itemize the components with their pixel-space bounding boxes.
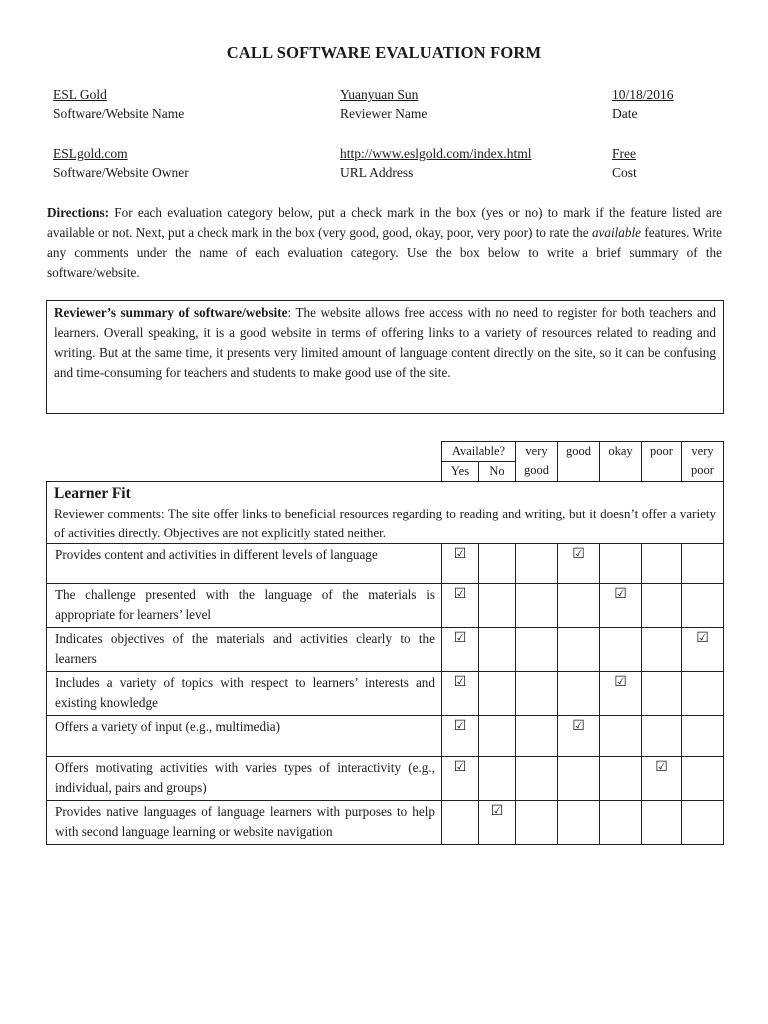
yes-header: Yes (442, 462, 479, 482)
very-poor-checkbox-cell[interactable] (682, 544, 724, 584)
check-mark-icon: ☑ (572, 546, 585, 562)
check-mark-icon: ☑ (696, 630, 709, 646)
check-mark-icon: ☑ (453, 759, 467, 775)
poor-header: poor (642, 442, 682, 482)
poor-checkbox-cell[interactable] (642, 801, 682, 845)
summary-text: : The website allows free access with no need to register for both teachers and learners. Overall speaking, it is a good website in terms of offering links to a variety of resources related to reading and writing. But at the same time, it presents very limited amount of language content directly on the site, so it can be confusing and time-consuming for teachers and students to make good use of the site. (54, 305, 716, 380)
directions-text-1: For each evaluation category below, put a check mark in the box (yes or no) to mark if the feature listed are available or not. Next, put a check mark in the box (very good, good, okay, poor, very poor) to rate the (47, 205, 722, 240)
poor-checkbox-cell[interactable] (642, 757, 682, 801)
poor-checkbox-cell[interactable] (642, 628, 682, 672)
okay-checkbox-cell[interactable] (600, 544, 642, 584)
url-label: URL Address (340, 165, 414, 180)
very-poor-checkbox-cell[interactable] (682, 801, 724, 845)
okay-checkbox-cell[interactable] (600, 672, 642, 716)
check-mark-icon: ☑ (453, 718, 467, 734)
okay-checkbox-cell[interactable] (600, 757, 642, 801)
directions-paragraph (47, 203, 722, 283)
good-checkbox-cell[interactable] (558, 672, 600, 716)
good-checkbox-cell[interactable] (558, 757, 600, 801)
table-row (47, 757, 724, 801)
section-title: Learner Fit (54, 485, 131, 502)
reviewer-name-block (340, 85, 427, 123)
check-mark-icon: ☑ (490, 803, 504, 819)
section-row-learner-fit (47, 482, 724, 544)
very-good-checkbox-cell[interactable] (516, 757, 558, 801)
poor-checkbox-cell[interactable] (642, 672, 682, 716)
check-mark-icon: ☑ (614, 674, 627, 690)
yes-checkbox-cell[interactable] (442, 628, 479, 672)
criterion-text: Provides native languages of language learners with purposes to help with second language learning or website navigation (47, 801, 442, 845)
okay-checkbox-cell[interactable] (600, 801, 642, 845)
yes-checkbox-cell[interactable] (442, 544, 479, 584)
poor-checkbox-cell[interactable] (642, 584, 682, 628)
url-block (340, 144, 532, 182)
table-row (47, 672, 724, 716)
good-header: good (558, 442, 600, 482)
reviewer-name-label: Reviewer Name (340, 106, 428, 121)
no-checkbox-cell[interactable] (479, 716, 516, 757)
url-value[interactable]: http://www.eslgold.com/index.html (340, 146, 532, 161)
very-good-checkbox-cell[interactable] (516, 584, 558, 628)
reviewer-summary-box (46, 300, 724, 414)
no-checkbox-cell[interactable] (479, 672, 516, 716)
criterion-text: The challenge presented with the language of the materials is appropriate for learners’ level (47, 584, 442, 628)
very-poor-checkbox-cell[interactable] (682, 584, 724, 628)
evaluation-table (46, 441, 724, 845)
check-mark-icon: ☑ (614, 586, 627, 602)
reviewer-name-value: Yuanyuan Sun (340, 87, 419, 102)
date-value: 10/18/2016 (612, 87, 674, 102)
table-header-blank (47, 442, 442, 482)
good-checkbox-cell[interactable] (558, 544, 600, 584)
criterion-text: Indicates objectives of the materials and activities clearly to the learners (47, 628, 442, 672)
very-good-checkbox-cell[interactable] (516, 672, 558, 716)
owner-value: ESLgold.com (53, 146, 128, 161)
owner-block (53, 144, 189, 182)
date-block (612, 85, 674, 123)
section-learner-fit (47, 482, 724, 544)
software-name-value: ESL Gold (53, 87, 107, 102)
okay-checkbox-cell[interactable] (600, 628, 642, 672)
good-checkbox-cell[interactable] (558, 628, 600, 672)
table-row (47, 716, 724, 757)
no-checkbox-cell[interactable] (479, 544, 516, 584)
check-mark-icon: ☑ (453, 630, 467, 646)
good-checkbox-cell[interactable] (558, 716, 600, 757)
yes-checkbox-cell[interactable] (442, 716, 479, 757)
good-checkbox-cell[interactable] (558, 584, 600, 628)
very-good-header: very good (516, 442, 558, 482)
very-good-checkbox-cell[interactable] (516, 628, 558, 672)
poor-checkbox-cell[interactable] (642, 544, 682, 584)
very-poor-checkbox-cell[interactable] (682, 757, 724, 801)
directions-label: Directions: (47, 205, 110, 220)
cost-value: Free (612, 146, 636, 161)
very-poor-checkbox-cell[interactable] (682, 716, 724, 757)
criterion-text: Offers motivating activities with varies types of interactivity (e.g., individual, pairs and groups) (47, 757, 442, 801)
cost-label: Cost (612, 165, 637, 180)
very-good-checkbox-cell[interactable] (516, 544, 558, 584)
okay-checkbox-cell[interactable] (600, 716, 642, 757)
date-label: Date (612, 106, 638, 121)
cost-block (612, 144, 637, 182)
criterion-text: Offers a variety of input (e.g., multimedia) (47, 716, 442, 757)
criterion-text: Provides content and activities in different levels of language (47, 544, 442, 584)
criteria-rows (47, 544, 724, 845)
check-mark-icon: ☑ (572, 718, 585, 734)
summary-label: Reviewer’s summary of software/website (54, 305, 288, 320)
very-poor-header: very poor (682, 442, 724, 482)
check-mark-icon: ☑ (453, 546, 467, 562)
check-mark-icon: ☑ (655, 759, 668, 775)
no-checkbox-cell[interactable] (479, 628, 516, 672)
yes-checkbox-cell[interactable] (442, 584, 479, 628)
check-mark-icon: ☑ (453, 674, 467, 690)
owner-label: Software/Website Owner (53, 165, 189, 180)
no-checkbox-cell[interactable] (479, 584, 516, 628)
table-row (47, 801, 724, 845)
yes-checkbox-cell[interactable] (442, 801, 479, 845)
very-good-checkbox-cell[interactable] (516, 801, 558, 845)
criterion-text: Includes a variety of topics with respect to learners’ interests and existing knowledge (47, 672, 442, 716)
okay-header: okay (600, 442, 642, 482)
form-title: CALL SOFTWARE EVALUATION FORM (226, 43, 542, 62)
software-name-label: Software/Website Name (53, 106, 185, 121)
table-row (47, 544, 724, 584)
table-row (47, 628, 724, 672)
directions-text-2: features. Write any comments under the name of each evaluation category. Use the box below to write a brief summary of the software/website. (47, 225, 722, 280)
very-good-checkbox-cell[interactable] (516, 716, 558, 757)
no-checkbox-cell[interactable] (479, 757, 516, 801)
very-poor-checkbox-cell[interactable] (682, 672, 724, 716)
poor-checkbox-cell[interactable] (642, 716, 682, 757)
directions-emphasis: available (591, 225, 642, 240)
good-checkbox-cell[interactable] (558, 801, 600, 845)
table-header-row-1 (47, 442, 724, 462)
okay-checkbox-cell[interactable] (600, 584, 642, 628)
no-header: No (479, 462, 516, 482)
software-name-block (53, 85, 184, 123)
very-poor-checkbox-cell[interactable] (682, 628, 724, 672)
yes-checkbox-cell[interactable] (442, 672, 479, 716)
yes-checkbox-cell[interactable] (442, 757, 479, 801)
section-comments: Reviewer comments: The site offer links to beneficial resources regarding to reading and writing, but it doesn’t offer a variety of activities directly. Objectives are not explicitly stated neither. (54, 506, 716, 540)
table-row (47, 584, 724, 628)
no-checkbox-cell[interactable] (479, 801, 516, 845)
available-header: Available? (442, 442, 516, 462)
check-mark-icon: ☑ (453, 586, 467, 602)
